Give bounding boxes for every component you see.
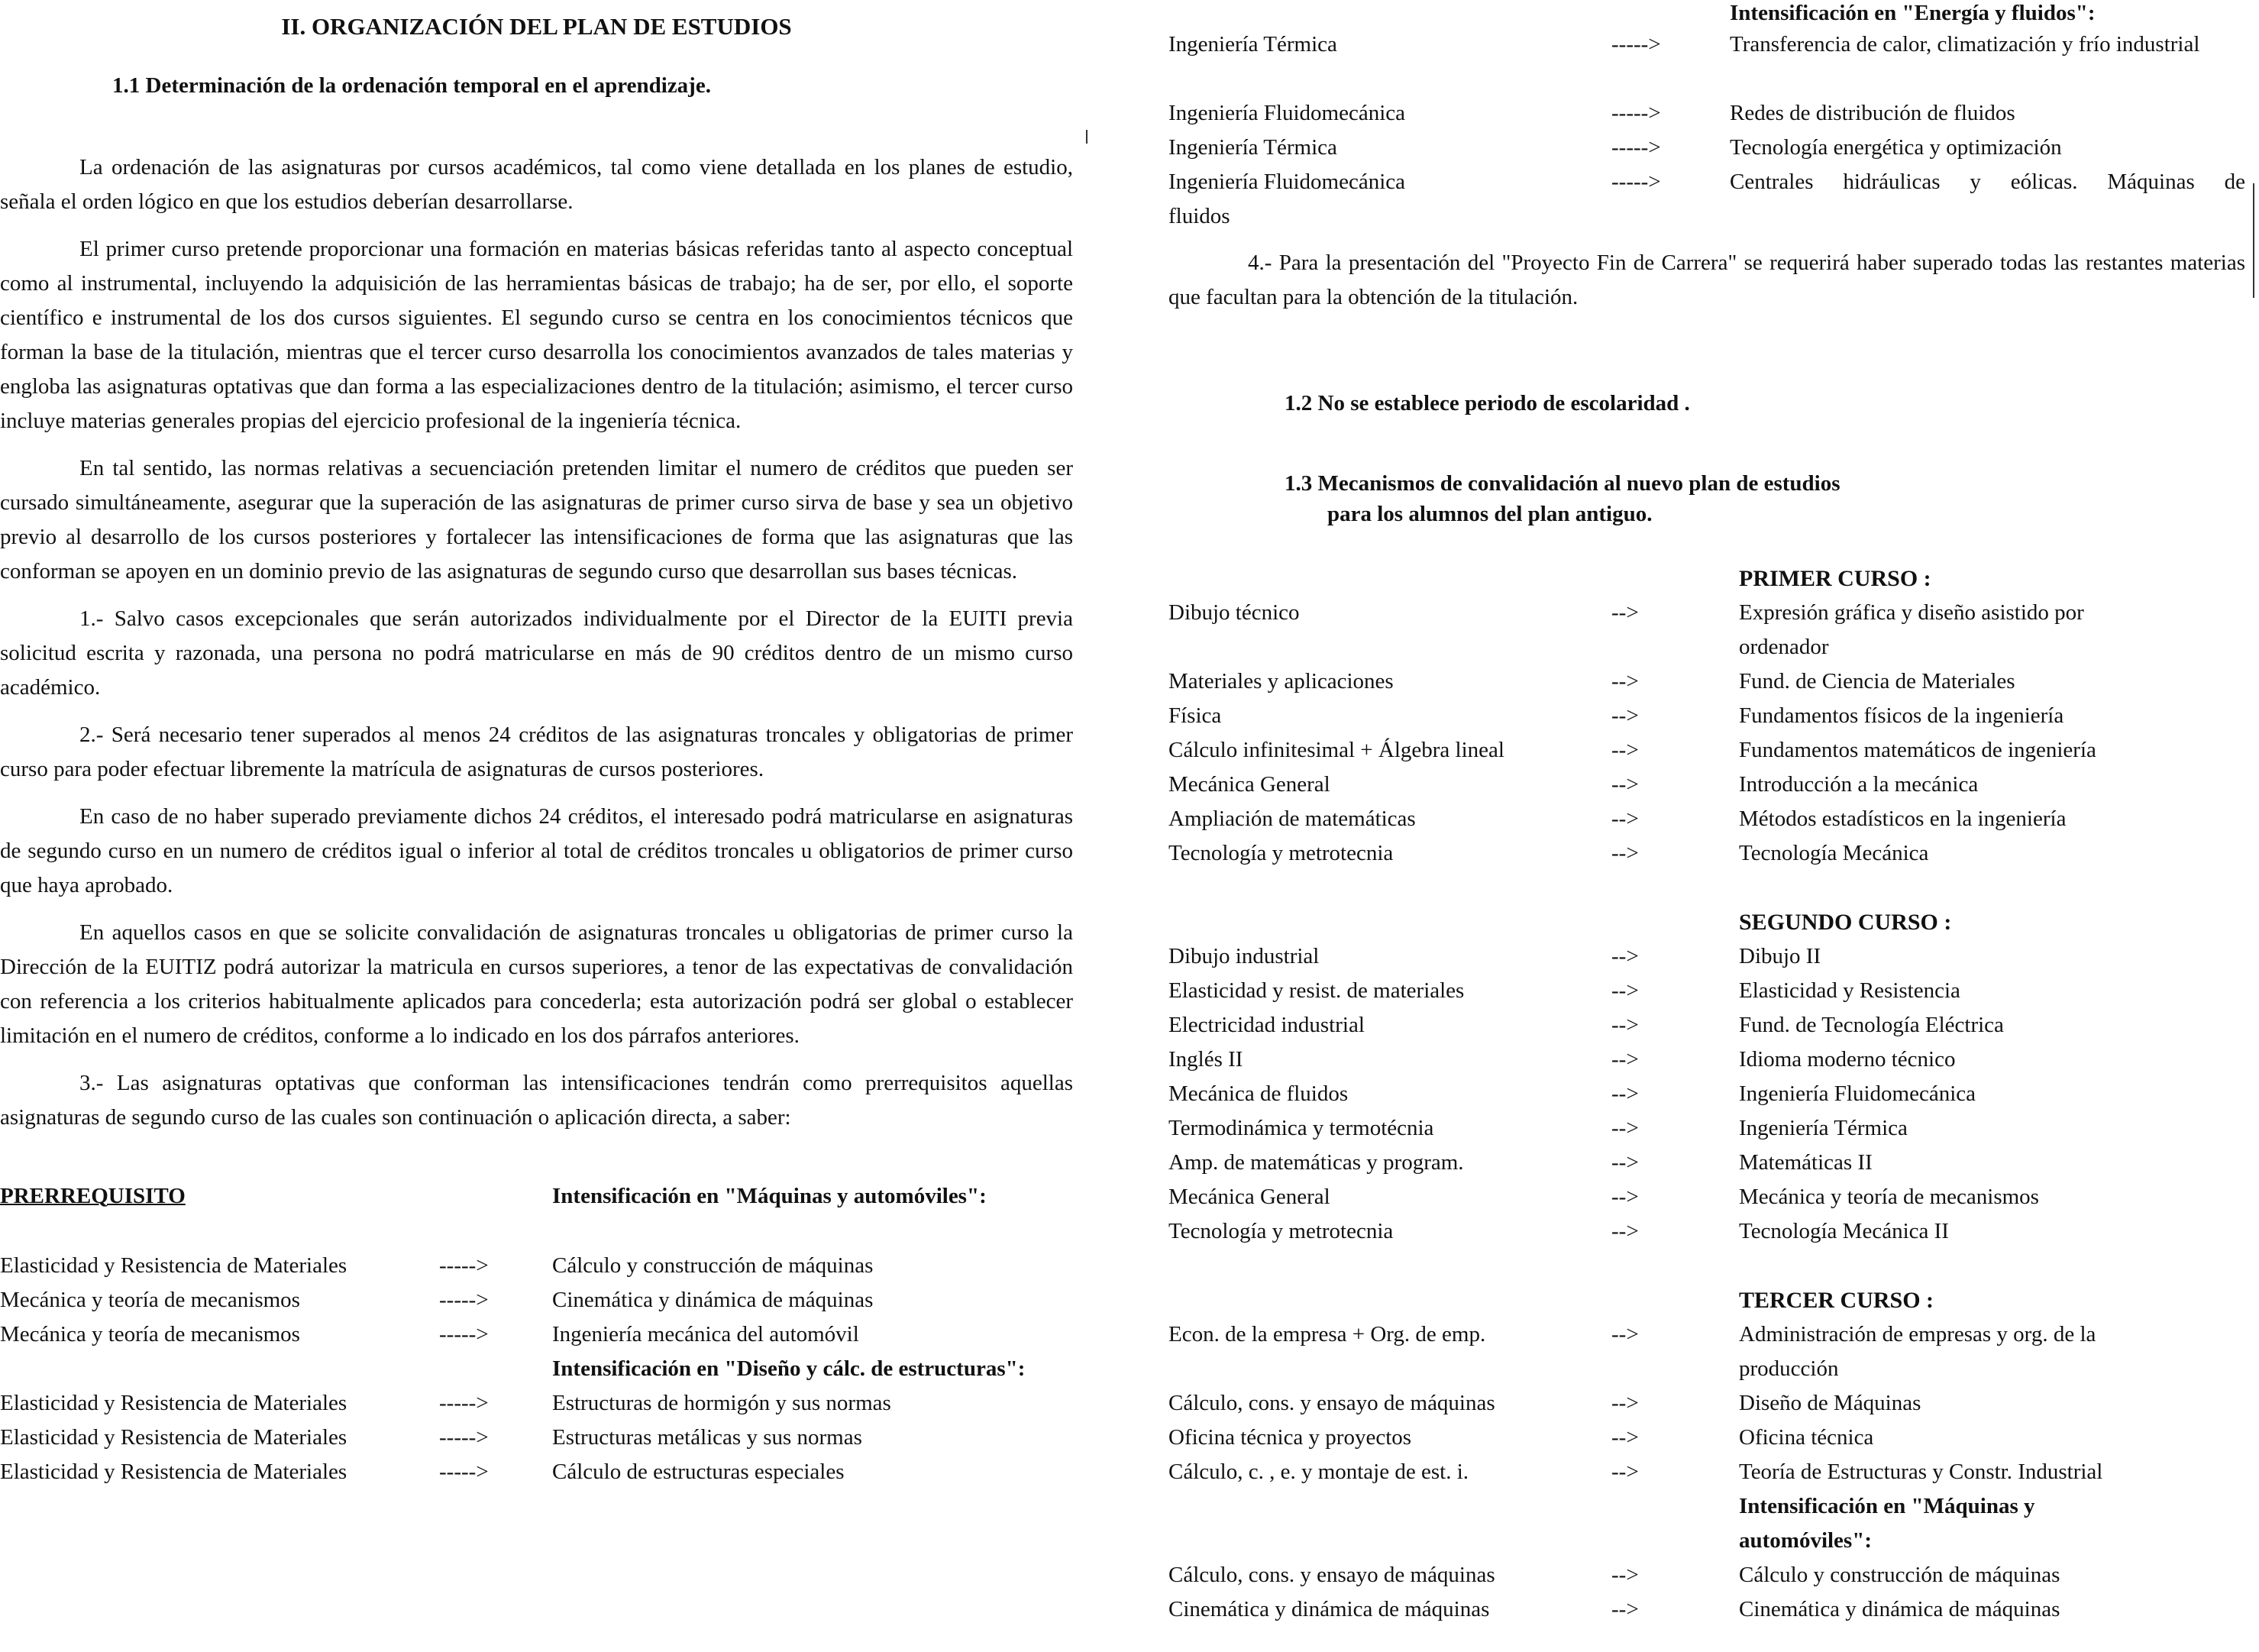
new-subject-cell: Administración de empresas y org. de la producción <box>1739 1322 2096 1381</box>
old-subject-cell: Tecnología y metrotecnia <box>1168 1219 1394 1243</box>
new-subject-cell: Idioma moderno técnico <box>1739 1047 1956 1072</box>
table-row <box>1168 27 2245 96</box>
old-subject-cell: Ampliación de matemáticas <box>1168 807 1416 831</box>
energia-table <box>1168 27 2245 234</box>
table-row <box>0 1455 1073 1489</box>
document-title: II. ORGANIZACIÓN DEL PLAN DE ESTUDIOS <box>281 13 792 40</box>
arrow-cell: -----> <box>439 1460 489 1484</box>
table-row <box>1168 939 2245 974</box>
arrow-cell: --> <box>1611 1219 1639 1243</box>
table-row <box>1168 596 2245 664</box>
scan-mark <box>1086 130 1087 144</box>
table-row <box>1168 1180 2245 1214</box>
table-row <box>0 1421 1073 1455</box>
paragraph-rule-2: 2.- Será necesario tener superados al menos 24 créditos de las asignaturas troncales y obligatorias de primer curso para poder efectuar libremente la matrícula de asignaturas de cursos posteriores. <box>0 723 1073 781</box>
old-subject-cell: Amp. de matemáticas y program. <box>1168 1150 1464 1175</box>
arrow-cell: -----> <box>1611 101 1661 125</box>
table-row <box>1168 1421 2245 1455</box>
old-subject-cell: Tecnología y metrotecnia <box>1168 841 1394 865</box>
left-body-paragraphs <box>0 150 1073 1135</box>
arrow-cell: --> <box>1611 1013 1639 1037</box>
paragraph-rule-3: 3.- Las asignaturas optativas que conforman las intensificaciones tendrán como prerrequisitos aquellas asignaturas de segundo curso de las cuales son continuación o aplicación directa, a saber: <box>0 1071 1073 1130</box>
arrow-cell: -----> <box>439 1425 489 1450</box>
new-subject-cell: Ingeniería Térmica <box>1739 1116 1908 1140</box>
old-subject-cell: Cálculo infinitesimal + Álgebra lineal <box>1168 738 1504 762</box>
arrow-cell: -----> <box>439 1253 489 1278</box>
arrow-cell: --> <box>1611 1047 1639 1072</box>
subject-cell: Tecnología energética y optimización <box>1730 135 2062 160</box>
table-row <box>1168 1592 2245 1627</box>
old-subject-cell: Inglés II <box>1168 1047 1243 1072</box>
arrow-cell: --> <box>1611 1460 1639 1484</box>
arrow-cell: --> <box>1611 1391 1639 1415</box>
new-subject-cell: Cinemática y dinámica de máquinas <box>1739 1597 2060 1621</box>
new-subject-cell: Dibujo II <box>1739 944 1821 968</box>
old-subject-cell: Cálculo, c. , e. y montaje de est. i. <box>1168 1460 1469 1484</box>
segundo-curso-title: SEGUNDO CURSO : <box>1739 910 1952 935</box>
table-row <box>1168 664 2245 699</box>
prerequisite-cell: Elasticidad y Resistencia de Materiales <box>0 1391 347 1415</box>
section-1-3-heading <box>1168 468 2245 529</box>
arrow-cell: --> <box>1611 1185 1639 1209</box>
table-row <box>1168 699 2245 733</box>
subject-cell: Centrales hidráulicas y eólicas. Máquinas de <box>1730 170 2245 194</box>
subject-cell: Estructuras metálicas y sus normas <box>552 1425 862 1450</box>
arrow-cell: -----> <box>439 1391 489 1415</box>
arrow-cell: --> <box>1611 703 1639 728</box>
primer-curso-table <box>1168 596 2245 871</box>
paragraph-convalidacion: En aquellos casos en que se solicite convalidación de asignaturas troncales u obligatorias de primer curso la Dirección de la EUITIZ podrá autorizar la matricula en cursos superiores, a tenor de las expectativas de convalidación con referencia a los criterios habitualmente aplicados para concederla; esta autorización podrá ser global o establecer limitación en el numero de créditos, conforme a lo indicado en los dos párrafos anteriores. <box>0 920 1073 1048</box>
old-subject-cell: Elasticidad y resist. de materiales <box>1168 978 1465 1003</box>
old-subject-cell: Electricidad industrial <box>1168 1013 1365 1037</box>
arrow-cell: --> <box>1611 772 1639 797</box>
table-row <box>1168 131 2245 165</box>
new-subject-cell: Ingeniería Fluidomecánica <box>1739 1081 1976 1106</box>
new-subject-cell: Fund. de Ciencia de Materiales <box>1739 669 2015 693</box>
intensification-maquinas-title-3: Intensificación en "Máquinas y automóviles": <box>1739 1494 2035 1553</box>
prerequisite-cell: Mecánica y teoría de mecanismos <box>0 1288 300 1312</box>
new-subject-cell: Tecnología Mecánica II <box>1739 1219 1949 1243</box>
new-subject-cell: Métodos estadísticos en la ingeniería <box>1739 807 2067 831</box>
overflow-line <box>1168 199 2245 234</box>
table-row <box>0 1283 1073 1317</box>
table-row <box>1168 733 2245 768</box>
arrow-cell: --> <box>1611 1322 1639 1346</box>
new-subject-cell: Matemáticas II <box>1739 1150 1873 1175</box>
old-subject-cell: Cálculo, cons. y ensayo de máquinas <box>1168 1391 1495 1415</box>
intensification-energia-title: Intensificación en "Energía y fluidos": <box>1730 1 2096 25</box>
new-subject-cell: Diseño de Máquinas <box>1739 1391 1921 1415</box>
table-row <box>1168 1111 2245 1146</box>
subject-overflow-text: fluidos <box>1168 204 1230 228</box>
arrow-cell: --> <box>1611 600 1639 625</box>
arrow-cell: -----> <box>439 1322 489 1346</box>
prerequisite-cell: Ingeniería Fluidomecánica <box>1168 101 1406 125</box>
table-row <box>1168 1043 2245 1077</box>
paragraph-primer-curso: El primer curso pretende proporcionar una formación en materias básicas referidas tanto al aspecto conceptual como al instrumental, incluyendo la adquisición de las herramientas básicas de trabajo; ha de ser, por ello, el soporte científico e instrumental de los dos cursos siguientes. El segundo curso se centra en los conocimientos técnicos que forman la base de la titulación, mientras que el tercer curso desarrolla los conocimientos avanzados de tales materias y engloba las asignaturas optativas que dan forma a las especializaciones dentro de la titulación; asimismo, el tercer curso incluye materias generales propias del ejercicio profesional de la ingeniería técnica. <box>0 237 1073 433</box>
section-1-2-heading: 1.2 No se establece periodo de escolaridad . <box>1285 391 1690 415</box>
old-subject-cell: Mecánica de fluidos <box>1168 1081 1349 1106</box>
arrow-cell: --> <box>1611 669 1639 693</box>
prerequisite-cell: Elasticidad y Resistencia de Materiales <box>0 1425 347 1450</box>
arrow-cell: --> <box>1611 1425 1639 1450</box>
old-subject-cell: Física <box>1168 703 1222 728</box>
paragraph-ordenacion: La ordenación de las asignaturas por cursos académicos, tal como viene detallada en los planes de estudio, señala el orden lógico en que los estudios deberían desarrollarse. <box>0 155 1073 214</box>
new-subject-cell: Fund. de Tecnología Eléctrica <box>1739 1013 2004 1037</box>
prerequisite-cell: Ingeniería Térmica <box>1168 32 1337 57</box>
new-subject-cell: Elasticidad y Resistencia <box>1739 978 1960 1003</box>
primer-curso-title: PRIMER CURSO : <box>1739 566 1931 591</box>
intensification-energia-header <box>1168 0 2245 27</box>
arrow-cell: --> <box>1611 978 1639 1003</box>
subject-cell: Cálculo de estructuras especiales <box>552 1460 845 1484</box>
arrow-cell: --> <box>1611 807 1639 831</box>
tercer-curso-title: TERCER CURSO : <box>1739 1288 1934 1313</box>
prerequisite-cell: Mecánica y teoría de mecanismos <box>0 1322 300 1346</box>
arrow-cell: --> <box>1611 1563 1639 1587</box>
arrow-cell: --> <box>1611 1150 1639 1175</box>
arrow-cell: -----> <box>1611 135 1661 160</box>
arrow-cell: --> <box>1611 944 1639 968</box>
arrow-cell: --> <box>1611 1116 1639 1140</box>
old-subject-cell: Cálculo, cons. y ensayo de máquinas <box>1168 1563 1495 1587</box>
new-subject-cell: Teoría de Estructuras y Constr. Industrial <box>1739 1460 2103 1484</box>
paragraph-secuenciacion: En tal sentido, las normas relativas a secuenciación pretenden limitar el numero de créditos que pueden ser cursado simultáneamente, asegurar que la superación de las asignaturas de primer curso sirva de base y sea un objetivo previo al desarrollo de los cursos posteriores y fortalecer las intensificaciones de forma que las asignaturas que las conforman se apoyen en un dominio previo de las asignaturas de segundo curso que desarrollan sus bases técnicas. <box>0 456 1073 584</box>
intensification-maquinas-row <box>1168 1489 2245 1558</box>
intensification-maquinas-title: Intensificación en "Máquinas y automóviles": <box>552 1184 987 1208</box>
right-page <box>1168 0 2245 1627</box>
table-row <box>0 1386 1073 1421</box>
new-subject-cell: Tecnología Mecánica <box>1739 841 1929 865</box>
subject-cell: Estructuras de hormigón y sus normas <box>552 1391 891 1415</box>
intensification-estructuras-row <box>0 1352 1073 1386</box>
table-row <box>1168 1077 2245 1111</box>
arrow-cell: --> <box>1611 738 1639 762</box>
arrow-cell: --> <box>1611 1081 1639 1106</box>
table-row <box>1168 1558 2245 1592</box>
arrow-cell: --> <box>1611 1597 1639 1621</box>
table-row <box>1168 768 2245 802</box>
prerequisite-cell: Ingeniería Fluidomecánica <box>1168 170 1406 194</box>
paragraph-rule-1: 1.- Salvo casos excepcionales que serán autorizados individualmente por el Director de la EUITI previa solicitud escrita y razonada, una persona no podrá matricularse en más de 90 créditos dentro de un mismo curso académico. <box>0 606 1073 700</box>
old-subject-cell: Econ. de la empresa + Org. de emp. <box>1168 1322 1486 1346</box>
new-subject-cell: Cálculo y construcción de máquinas <box>1739 1563 2060 1587</box>
table-row <box>1168 802 2245 836</box>
prerequisite-title: PRERREQUISITO <box>0 1184 186 1208</box>
section-1-1-heading: 1.1 Determinación de la ordenación temporal en el aprendizaje. <box>112 73 711 98</box>
new-subject-cell: Introducción a la mecánica <box>1739 772 1979 797</box>
table-row <box>0 1317 1073 1352</box>
arrow-cell: -----> <box>1611 32 1661 57</box>
prerequisite-table <box>0 1249 1073 1489</box>
arrow-cell: --> <box>1611 841 1639 865</box>
table-row <box>0 1249 1073 1283</box>
subject-cell: Cálculo y construcción de máquinas <box>552 1253 874 1278</box>
arrow-cell: -----> <box>1611 170 1661 194</box>
table-row <box>1168 1386 2245 1421</box>
subject-cell: Ingeniería mecánica del automóvil <box>552 1322 859 1346</box>
old-subject-cell: Dibujo técnico <box>1168 600 1300 625</box>
new-subject-cell: Mecánica y teoría de mecanismos <box>1739 1185 2039 1209</box>
table-row <box>1168 96 2245 131</box>
scan-mark <box>2253 183 2254 298</box>
paragraph-rule-4: 4.- Para la presentación del "Proyecto Fin de Carrera" se requerirá haber superado todas las restantes materias que facultan para la obtención de la titulación. <box>1168 251 2245 309</box>
prerequisite-cell: Elasticidad y Resistencia de Materiales <box>0 1253 347 1278</box>
section-1-3-line-1: 1.3 Mecanismos de convalidación al nuevo plan de estudios <box>1285 471 1840 496</box>
new-subject-cell: Expresión gráfica y diseño asistido por ordenador <box>1739 600 2084 659</box>
table-row <box>1168 974 2245 1008</box>
tercer-curso-table <box>1168 1317 2245 1627</box>
left-page <box>0 0 1073 1489</box>
section-1-3-line-2: para los alumnos del plan antiguo. <box>1327 502 1653 526</box>
old-subject-cell: Materiales y aplicaciones <box>1168 669 1394 693</box>
old-subject-cell: Oficina técnica y proyectos <box>1168 1425 1412 1450</box>
table-row <box>1168 1317 2245 1386</box>
prerequisite-header-row <box>0 1179 1073 1214</box>
new-subject-cell: Fundamentos matemáticos de ingeniería <box>1739 738 2096 762</box>
old-subject-cell: Dibujo industrial <box>1168 944 1320 968</box>
intensification-estructuras-title: Intensificación en "Diseño y cálc. de estructuras": <box>552 1356 1026 1381</box>
old-subject-cell: Mecánica General <box>1168 1185 1330 1209</box>
subject-cell: Redes de distribución de fluidos <box>1730 101 2015 125</box>
table-row <box>1168 1008 2245 1043</box>
new-subject-cell: Oficina técnica <box>1739 1425 1874 1450</box>
table-row <box>1168 1214 2245 1249</box>
arrow-cell: -----> <box>439 1288 489 1312</box>
new-subject-cell: Fundamentos físicos de la ingeniería <box>1739 703 2064 728</box>
table-row <box>1168 165 2245 199</box>
subject-cell: Transferencia de calor, climatización y frío industrial <box>1730 32 2200 57</box>
table-row <box>1168 1455 2245 1489</box>
prerequisite-cell: Elasticidad y Resistencia de Materiales <box>0 1460 347 1484</box>
old-subject-cell: Cinemática y dinámica de máquinas <box>1168 1597 1490 1621</box>
paragraph-24-creditos: En caso de no haber superado previamente dichos 24 créditos, el interesado podrá matricularse en asignaturas de segundo curso en un numero de créditos igual o inferior al total de créditos troncales u obligatorios de primer curso que haya aprobado. <box>0 804 1073 897</box>
prerequisite-cell: Ingeniería Térmica <box>1168 135 1337 160</box>
segundo-curso-table <box>1168 939 2245 1249</box>
old-subject-cell: Termodinámica y termotécnia <box>1168 1116 1434 1140</box>
subject-cell: Cinemática y dinámica de máquinas <box>552 1288 874 1312</box>
table-row <box>1168 1146 2245 1180</box>
old-subject-cell: Mecánica General <box>1168 772 1330 797</box>
table-row <box>1168 836 2245 871</box>
